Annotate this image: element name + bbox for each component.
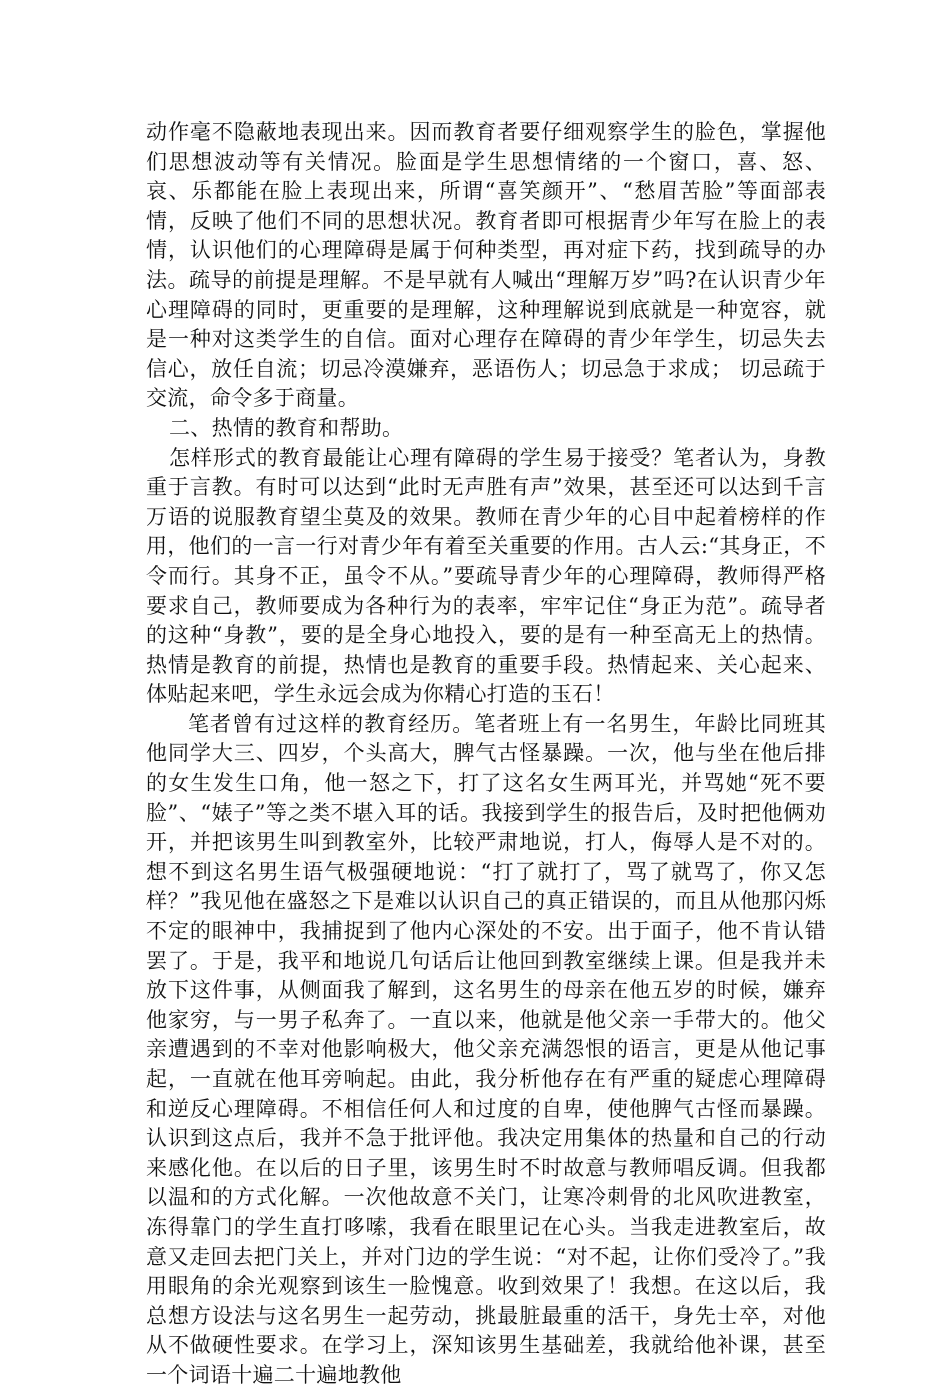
paragraph-continuation: 动作毫不隐蔽地表现出来。因而教育者要仔细观察学生的脸色，掌握他们思想波动等有关情况。脸面是学生思想情绪的一个窗口，喜、怒、哀、乐都能在脸上表现出来，所谓“喜笑颜开”、“愁眉苦脸”等面部表情，反映了他们不同的思想状况。教育者即可根据青少年写在脸上的表情，认识他们的心理障碍是属于何种类型，再对症下药，找到疏导的办法。疏导的前提是理解。不是早就有人喊出“理解万岁”吗?在认识青少年心理障碍的同时，更重要的是理解，这种理解说到底就是一种宽容，就是一种对这类学生的自信。面对心理存在障碍的青少年学生，切忌失去信心，放任自流；切忌冷漠嫌弃，恶语伤人；切忌急于求成； 切忌疏于交流，命令多于商量。 [146,120,826,411]
section-heading: 二、热情的教育和帮助。 [169,415,404,440]
body-text [146,118,826,1391]
paragraph-teaching-by-example: 怎样形式的教育最能让心理有障碍的学生易于接受？笔者认为，身教重于言教。有时可以达到“此时无声胜有声”效果，甚至还可以达到千言万语的说服教育望尘莫及的效果。教师在青少年的心目中起着榜样的作用，他们的一言一行对青少年有着至关重要的作用。古人云:“其身正，不令而行。其身不正，虽令不从。”要疏导青少年的心理障碍，教师得严格要求自己，教师要成为各种行为的表率，牢牢记住“身正为范”。疏导者的这种“身教”，要的是全身心地投入，要的是有一种至高无上的热情。热情是教育的前提，热情也是教育的重要手段。热情起来、关心起来、体贴起来吧，学生永远会成为你精心打造的玉石！ [146,445,826,707]
paragraph-teaching-experience: 笔者曾有过这样的教育经历。笔者班上有一名男生，年龄比同班其他同学大三、四岁，个头高大，脾气古怪暴躁。一次，他与坐在他后排的女生发生口角，他一怒之下，打了这名女生两耳光，并骂她“死不要脸”、“婊子”等之类不堪入耳的话。我接到学生的报告后，及时把他俩劝开，并把该男生叫到教室外，比较严肃地说，打人，侮辱人是不对的。想不到这名男生语气极强硬地说：“打了就打了，骂了就骂了，你又怎样？”我见他在盛怒之下是难以认识自己的真正错误的，而且从他那闪烁不定的眼神中，我捕捉到了他内心深处的不安。出于面子，他不肯认错罢了。于是，我平和地说几句话后让他回到教室继续上课。但是我并未放下这件事，从侧面我了解到，这名男生的母亲在他五岁的时候，嫌弃他家穷，与一男子私奔了。一直以来，他就是他父亲一手带大的。他父亲遭遇到的不幸对他影响极大，他父亲充满怨恨的语言，更是从他记事起，一直就在他耳旁响起。由此，我分析他存在有严重的疑虑心理障碍和逆反心理障碍。不相信任何人和过度的自卑，使他脾气古怪而暴躁。认识到这点后，我并不急于批评他。我决定用集体的热量和自己的行动来感化他。在以后的日子里，该男生时不时故意与教师唱反调。但我都以温和的方式化解。一次他故意不关门，让寒冷刺骨的北风吹进教室，冻得靠门的学生直打哆嗦，我看在眼里记在心头。当我走进教室后，故意又走回去把门关上，并对门边的学生说：“对不起，让你们受冷了。”我用眼角的余光观察到该生一脸愧意。收到效果了！我想。在这以后，我总想方设法与这名男生一起劳动，挑最脏最重的活干，身先士卒，对他从不做硬性要求。在学习上，深知该男生基础差，我就给他补课，甚至一个词语十遍二十遍地教他 [146,711,826,1387]
